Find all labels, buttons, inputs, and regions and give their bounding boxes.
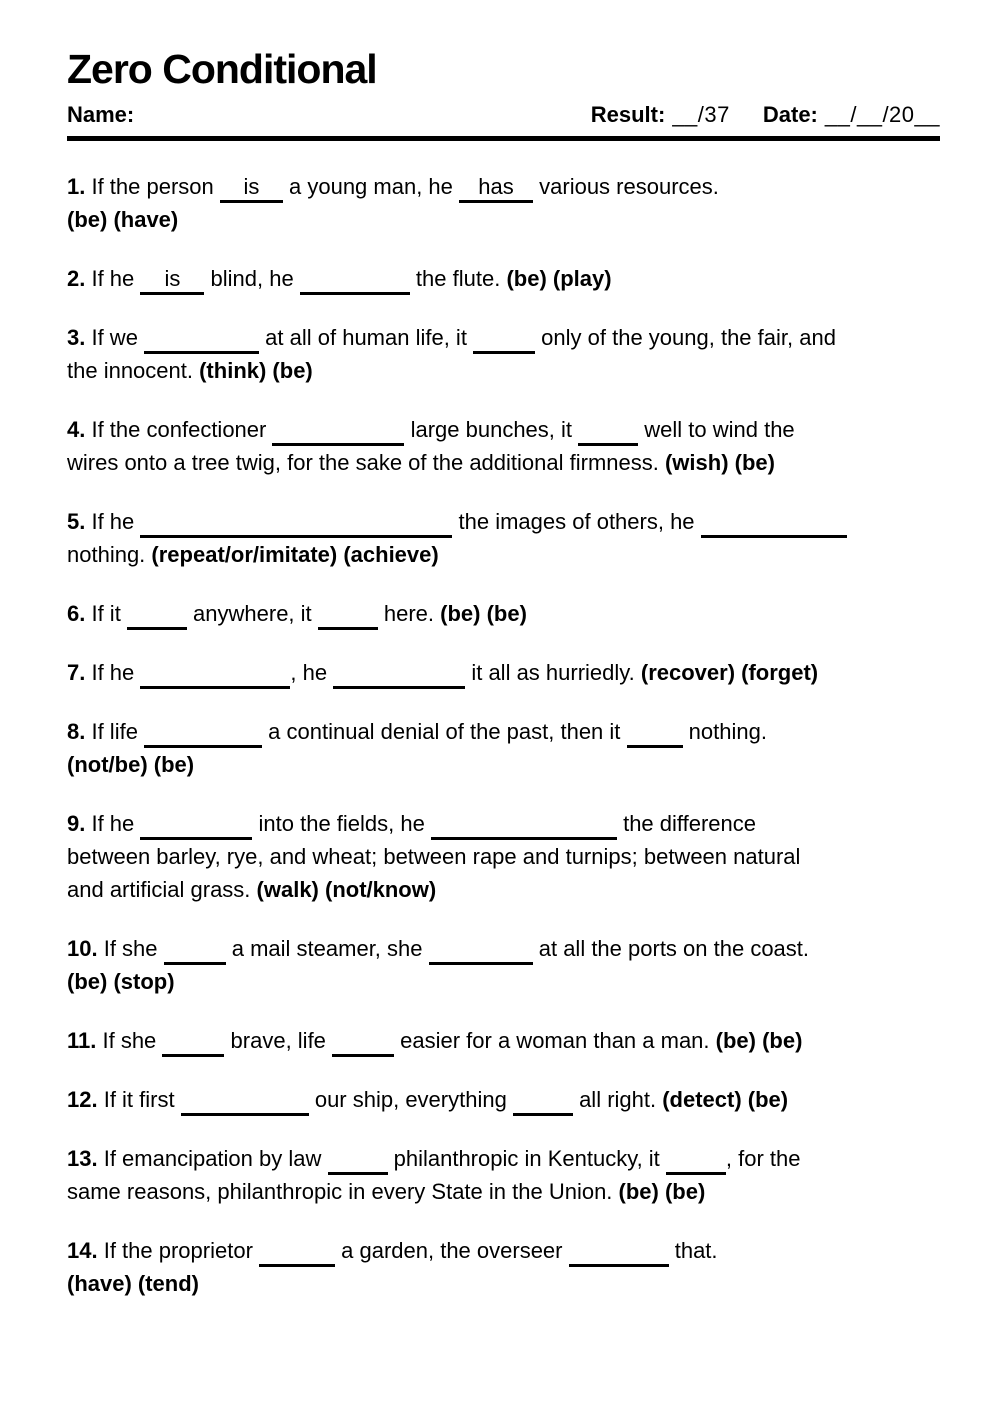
- sentence-text: , for the: [725, 1146, 801, 1171]
- verb-hint: (think) (be): [199, 358, 313, 383]
- question-line: [67, 873, 940, 906]
- question-line: [67, 715, 940, 748]
- answer-blank[interactable]: [144, 324, 259, 354]
- question-line: [67, 262, 940, 295]
- date-value[interactable]: __/__/20__: [824, 102, 940, 127]
- question-number: 10.: [67, 936, 98, 961]
- sentence-text: and artificial grass.: [67, 877, 257, 902]
- sentence-text: wires onto a tree twig, for the sake of the additional firmness.: [67, 450, 665, 475]
- verb-hint: (be) (play): [506, 266, 612, 291]
- question-line: [67, 1142, 940, 1175]
- sentence-text: a garden, the overseer: [335, 1238, 569, 1263]
- questions: [67, 170, 940, 1300]
- question-line: [67, 807, 940, 840]
- sentence-text: If he: [85, 266, 141, 291]
- result-value[interactable]: __/37: [672, 102, 730, 127]
- question: [67, 597, 940, 630]
- question-line: [67, 1175, 940, 1208]
- answer-blank[interactable]: [429, 935, 533, 965]
- question: [67, 505, 940, 571]
- question: [67, 1142, 940, 1208]
- answer-blank[interactable]: [513, 1086, 573, 1116]
- name-label: Name:: [67, 102, 135, 127]
- sentence-text: If it: [85, 601, 127, 626]
- question: [67, 1024, 940, 1057]
- question-line: [67, 1024, 940, 1057]
- sentence-text: philanthropic in Kentucky, it: [387, 1146, 666, 1171]
- sentence-text: If he: [85, 811, 141, 836]
- question: [67, 932, 940, 998]
- question: [67, 1234, 940, 1300]
- verb-hint: (be) (be): [715, 1028, 803, 1053]
- sentence-text: large bunches, it: [404, 417, 579, 442]
- sentence-text: that.: [668, 1238, 718, 1263]
- question-line: [67, 656, 940, 689]
- answer-blank[interactable]: [140, 508, 452, 538]
- question-number: 12.: [67, 1087, 98, 1112]
- sentence-text: well to wind the: [638, 417, 795, 442]
- answer-blank[interactable]: [140, 810, 252, 840]
- sentence-text: same reasons, philanthropic in every State in the Union.: [67, 1179, 619, 1204]
- sentence-text: If it first: [97, 1087, 181, 1112]
- answer-blank[interactable]: [431, 810, 617, 840]
- verb-hint: (not/be) (be): [67, 752, 195, 777]
- sentence-text: If the person: [85, 174, 220, 199]
- sentence-text: nothing.: [682, 719, 767, 744]
- sentence-text: a young man, he: [282, 174, 460, 199]
- sentence-text: nothing.: [67, 542, 152, 567]
- question: [67, 413, 940, 479]
- answer-blank[interactable]: [164, 935, 226, 965]
- question-line: [67, 538, 940, 571]
- sentence-text: If she: [96, 1028, 163, 1053]
- header-meta-row: [67, 101, 940, 129]
- header-divider: [67, 136, 940, 141]
- question-line: [67, 321, 940, 354]
- question-number: 7.: [67, 660, 86, 685]
- sentence-text: the flute.: [409, 266, 507, 291]
- question-line: [67, 413, 940, 446]
- answer-blank[interactable]: is: [220, 173, 283, 203]
- answer-blank[interactable]: [162, 1027, 224, 1057]
- question-number: 2.: [67, 266, 86, 291]
- sentence-text: only of the young, the fair, and: [535, 325, 836, 350]
- answer-blank[interactable]: is: [140, 265, 204, 295]
- sentence-text: the difference: [616, 811, 756, 836]
- sentence-text: a continual denial of the past, then it: [262, 719, 627, 744]
- sentence-text: If we: [85, 325, 145, 350]
- question: [67, 807, 940, 906]
- answer-blank[interactable]: [627, 718, 683, 748]
- sentence-text: If he: [85, 660, 141, 685]
- answer-blank[interactable]: [181, 1086, 309, 1116]
- sentence-text: If the confectioner: [85, 417, 273, 442]
- question-line: [67, 1083, 940, 1116]
- sentence-text: the images of others, he: [452, 509, 701, 534]
- sentence-text: If she: [97, 936, 164, 961]
- verb-hint: (recover) (forget): [640, 660, 819, 685]
- answer-blank[interactable]: [328, 1145, 388, 1175]
- verb-hint: (walk) (not/know): [256, 877, 437, 902]
- answer-blank[interactable]: [333, 659, 465, 689]
- question-line: [67, 840, 940, 873]
- sentence-text: , he: [290, 660, 334, 685]
- answer-blank[interactable]: [127, 600, 187, 630]
- answer-blank[interactable]: [701, 508, 847, 538]
- sentence-text: If he: [85, 509, 141, 534]
- question-line: [67, 965, 940, 998]
- sentence-text: easier for a woman than a man.: [394, 1028, 716, 1053]
- sentence-text: If life: [85, 719, 145, 744]
- sentence-text: brave, life: [224, 1028, 333, 1053]
- question-line: [67, 1267, 940, 1300]
- page-title: Zero Conditional: [67, 46, 377, 92]
- question: [67, 262, 940, 295]
- answer-blank[interactable]: has: [459, 173, 533, 203]
- question-line: [67, 203, 940, 236]
- question-line: [67, 932, 940, 965]
- sentence-text: various resources.: [533, 174, 719, 199]
- question-number: 8.: [67, 719, 86, 744]
- question-line: [67, 597, 940, 630]
- sentence-text: If the proprietor: [97, 1238, 260, 1263]
- answer-blank[interactable]: [259, 1237, 335, 1267]
- question-number: 13.: [67, 1146, 98, 1171]
- answer-blank[interactable]: [300, 265, 410, 295]
- sentence-text: all right.: [572, 1087, 663, 1112]
- verb-hint: (have) (tend): [67, 1271, 199, 1296]
- question-number: 5.: [67, 509, 86, 534]
- result-label: Result:: [590, 102, 666, 127]
- answer-blank[interactable]: [318, 600, 378, 630]
- answer-blank[interactable]: [578, 416, 638, 446]
- question-number: 3.: [67, 325, 86, 350]
- answer-blank[interactable]: [272, 416, 404, 446]
- verb-hint: (be) (stop): [67, 969, 175, 994]
- answer-blank[interactable]: [144, 718, 262, 748]
- verb-hint: (detect) (be): [662, 1087, 789, 1112]
- question-number: 1.: [67, 174, 86, 199]
- question: [67, 170, 940, 236]
- question-line: [67, 1234, 940, 1267]
- question: [67, 1083, 940, 1116]
- verb-hint: (be) (be): [618, 1179, 706, 1204]
- sentence-text: at all the ports on the coast.: [532, 936, 810, 961]
- sentence-text: the innocent.: [67, 358, 200, 383]
- answer-blank[interactable]: [666, 1145, 726, 1175]
- sentence-text: If emancipation by law: [97, 1146, 328, 1171]
- answer-blank[interactable]: [473, 324, 535, 354]
- sentence-text: a mail steamer, she: [225, 936, 429, 961]
- sentence-text: it all as hurriedly.: [465, 660, 641, 685]
- verb-hint: (wish) (be): [664, 450, 775, 475]
- sentence-text: anywhere, it: [186, 601, 318, 626]
- question-line: [67, 170, 940, 203]
- answer-blank[interactable]: [569, 1237, 669, 1267]
- sentence-text: blind, he: [204, 266, 300, 291]
- date-label: Date:: [762, 102, 818, 127]
- verb-hint: (be) (have): [67, 207, 179, 232]
- sentence-text: between barley, rye, and wheat; between rape and turnips; between natural: [67, 844, 801, 869]
- question-line: [67, 354, 940, 387]
- sentence-text: into the fields, he: [252, 811, 431, 836]
- verb-hint: (repeat/or/imitate) (achieve): [151, 542, 439, 567]
- question-number: 14.: [67, 1238, 98, 1263]
- question-line: [67, 446, 940, 479]
- question-number: 4.: [67, 417, 86, 442]
- question-number: 9.: [67, 811, 86, 836]
- question: [67, 656, 940, 689]
- question-number: 11.: [67, 1028, 97, 1053]
- sentence-text: our ship, everything: [308, 1087, 513, 1112]
- question-line: [67, 505, 940, 538]
- answer-blank[interactable]: [140, 659, 290, 689]
- sentence-text: at all of human life, it: [259, 325, 474, 350]
- sentence-text: here.: [377, 601, 441, 626]
- verb-hint: (be) (be): [440, 601, 527, 626]
- question: [67, 321, 940, 387]
- question-line: [67, 748, 940, 781]
- question-number: 6.: [67, 601, 86, 626]
- question: [67, 715, 940, 781]
- answer-blank[interactable]: [332, 1027, 394, 1057]
